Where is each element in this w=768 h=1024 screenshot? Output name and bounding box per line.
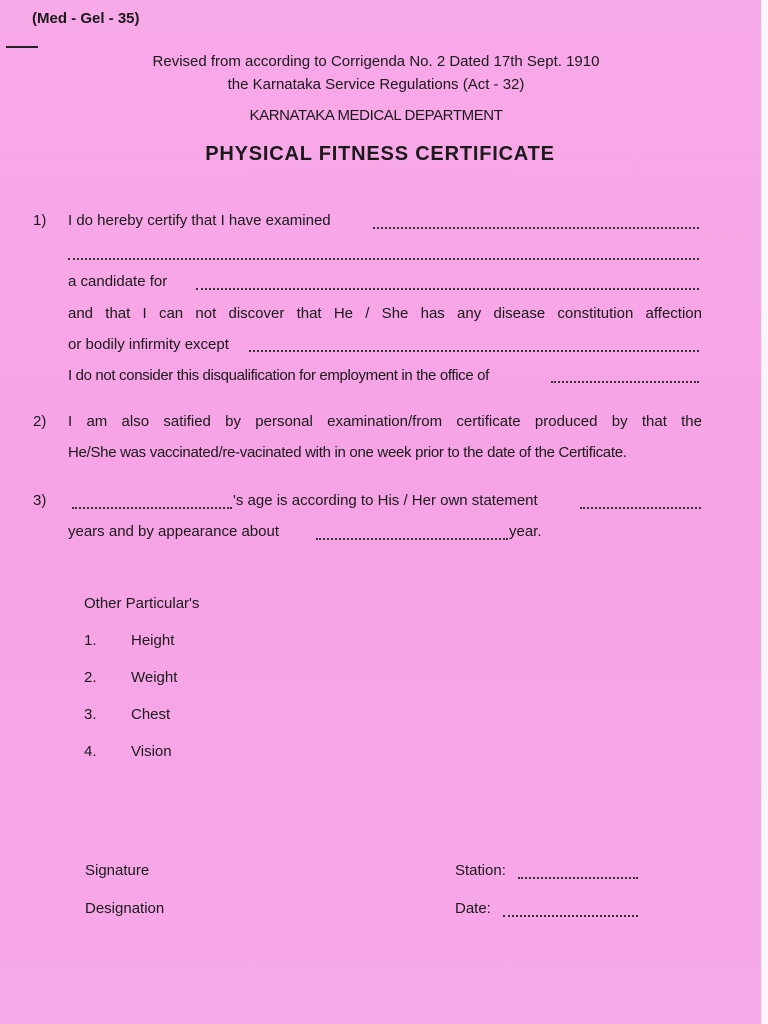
clause-3-year-suffix: year.: [509, 523, 542, 540]
clause-3-line-2: years and by appearance about: [68, 523, 279, 540]
date-label: Date:: [455, 900, 491, 917]
particular-number: 3.: [84, 706, 97, 723]
form-code: (Med - Gel - 35): [32, 10, 140, 27]
particular-weight-label: Weight: [131, 669, 178, 686]
date-blank[interactable]: [503, 915, 638, 917]
department-name: KARNATAKA MEDICAL DEPARTMENT: [249, 107, 503, 124]
station-blank[interactable]: [518, 877, 638, 879]
clause-1-line-2: a candidate for: [68, 273, 168, 290]
clause-1-number: 1): [33, 212, 47, 229]
stated-age-blank[interactable]: [580, 507, 701, 509]
page-edge: [761, 0, 768, 1024]
clause-2-line-2: He/She was vaccinated/re-vacinated with in one week prior to the date of the Certificate.: [68, 444, 627, 461]
clause-1-line-5: I do not consider this disqualification for employment in the office of: [68, 367, 489, 384]
particular-number: 4.: [84, 743, 97, 760]
clause-3-age-text: 's age is according to His / Her own statement: [233, 492, 538, 509]
header-revision-line: Revised from according to Corrigenda No. 2 Dated 17th Sept. 1910: [152, 53, 600, 70]
office-of-blank[interactable]: [551, 381, 699, 383]
header-regulations-line: the Karnataka Service Regulations (Act - 32): [227, 76, 525, 93]
clause-1-line-1: I do hereby certify that I have examined: [68, 212, 331, 229]
infirmity-except-blank[interactable]: [249, 350, 699, 352]
designation-label: Designation: [85, 900, 165, 917]
apparent-age-blank[interactable]: [316, 538, 508, 540]
particular-chest-label: Chest: [131, 706, 171, 723]
particular-height-label: Height: [131, 632, 175, 649]
clause-1-line-4: or bodily infirmity except: [68, 336, 229, 353]
candidate-for-blank[interactable]: [196, 288, 699, 290]
margin-mark: [6, 46, 38, 48]
clause-2-number: 2): [33, 413, 47, 430]
particular-number: 2.: [84, 669, 97, 686]
clause-1-line-3: and that I can not discover that He / She has any disease constitution affection: [68, 305, 702, 322]
clause-3-number: 3): [33, 492, 47, 509]
candidate-name-blank[interactable]: [72, 507, 232, 509]
other-particulars-heading: Other Particular's: [84, 595, 200, 612]
examined-name-blank-continued[interactable]: [68, 258, 699, 260]
certificate-title: PHYSICAL FITNESS CERTIFICATE: [205, 143, 555, 165]
station-label: Station:: [455, 862, 506, 879]
particular-number: 1.: [84, 632, 97, 649]
examined-name-blank[interactable]: [373, 227, 699, 229]
particular-vision-label: Vision: [131, 743, 172, 760]
signature-label: Signature: [85, 862, 150, 879]
clause-2-line-1: I am also satified by personal examination/from certificate produced by that the: [68, 413, 702, 430]
